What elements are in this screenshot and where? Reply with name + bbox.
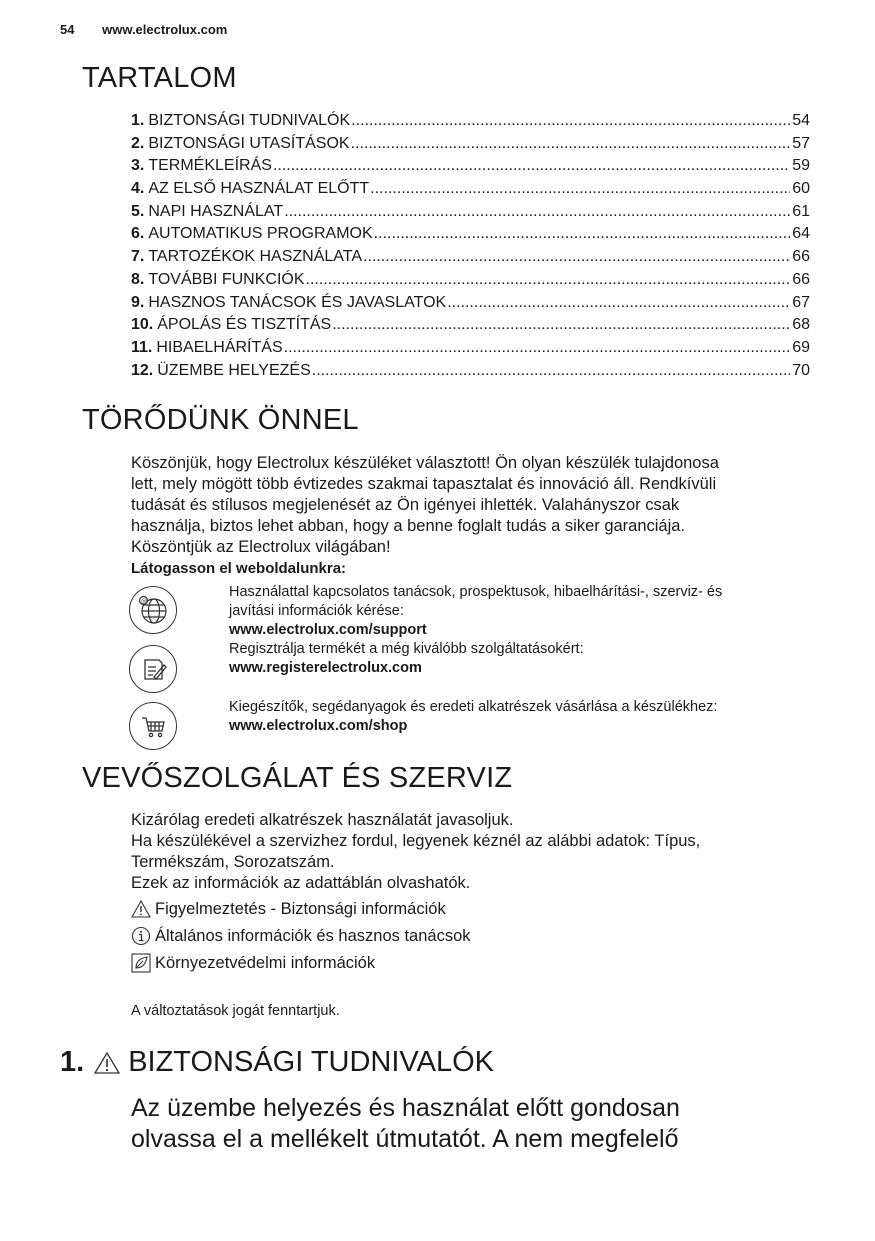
rights-note: A változtatások jogát fenntartjuk.	[131, 1003, 340, 1019]
care-paragraph: Köszönjük, hogy Electrolux készüléket választott! Ön olyan készülék tulajdonosa lett, mely mögött több évtizedes szakmai tapasztalat és innováció áll. Rendkívüli tudását és stílusos megjelenését az Ön igényei ihlették. Valahányszor csak használja, biztos lehet abban, hogy a benne foglalt tudás a siker garanciája. Köszöntjük az Electrolux világában! Látogasson el weboldalunkra:	[131, 453, 821, 579]
shop-link[interactable]: www.electrolux.com/shop	[229, 718, 408, 734]
toc-item[interactable]: 4. AZ ELSŐ HASZNÁLAT ELŐTT ..... 60	[131, 178, 810, 201]
registration-form-icon	[129, 645, 177, 693]
register-link[interactable]: www.registerelectrolux.com	[229, 660, 422, 676]
warning-icon	[94, 1051, 120, 1075]
visit-label: Látogasson el weboldalunkra:	[131, 560, 347, 577]
toc-item[interactable]: 1. BIZTONSÁGI TUDNIVALÓK ..... 54	[131, 110, 810, 133]
care-title: TÖRŐDÜNK ÖNNEL	[82, 404, 359, 436]
page-header	[60, 22, 227, 37]
warning-icon	[131, 899, 151, 919]
section-1-intro: Az üzembe helyezés és használat előtt gondosan olvassa el a mellékelt útmutatót. A nem megfelelő	[131, 1094, 680, 1153]
section-number: 1.	[60, 1046, 85, 1078]
legend-environment: Környezetvédelmi információk	[131, 953, 375, 973]
section-1-heading	[60, 1046, 494, 1079]
toc-item[interactable]: 7. TARTOZÉKOK HASZNÁLATA ..... 66	[131, 246, 810, 269]
service-paragraph: Kizárólag eredeti alkatrészek használatát javasoljuk. Ha készülékével a szervizhez fordul, legyenek kéznél az alábbi adatok: Típus, Termékszám, Sorozatszám. Ezek az információk az adattáblán olvashatók.	[131, 811, 701, 892]
section-title: BIZTONSÁGI TUDNIVALÓK	[128, 1046, 494, 1078]
toc-item[interactable]: 9. HASZNOS TANÁCSOK ÉS JAVASLATOK ..... 67	[131, 292, 810, 315]
leaf-icon	[131, 953, 151, 973]
register-text: Regisztrálja termékét a még kiválóbb szolgáltatásokért:	[229, 641, 584, 657]
support-text: Használattal kapcsolatos tanácsok, prospektusok, hibaelhárítási-, szerviz- és javítási információk kérése: www.electrolux.com/support Regisztrálja termékét a még kiválóbb szolgáltatásokért: www.registerelectrolux.com	[229, 583, 809, 678]
toc-item[interactable]: 6. AUTOMATIKUS PROGRAMOK ..... 64	[131, 223, 810, 246]
page-number: 54	[60, 22, 75, 37]
table-of-contents	[131, 110, 810, 382]
shop-text: Kiegészítők, segédanyagok és eredeti alkatrészek vásárlása a készülékhez: www.electrolux.com/shop	[229, 698, 809, 736]
shopping-cart-icon	[129, 702, 177, 750]
support-link[interactable]: www.electrolux.com/support	[229, 622, 427, 638]
service-title: VEVŐSZOLGÁLAT ÉS SZERVIZ	[82, 762, 513, 794]
svg-text:@: @	[141, 598, 147, 605]
toc-item[interactable]: 8. TOVÁBBI FUNKCIÓK ..... 66	[131, 269, 810, 292]
globe-icon	[129, 586, 177, 634]
toc-item[interactable]: 12. ÜZEMBE HELYEZÉS ..... 70	[131, 360, 810, 383]
toc-title: TARTALOM	[82, 62, 237, 94]
info-icon	[131, 926, 151, 946]
toc-item[interactable]: 10. ÁPOLÁS ÉS TISZTÍTÁS ..... 68	[131, 314, 810, 337]
toc-item[interactable]: 3. TERMÉKLEÍRÁS ..... 59	[131, 155, 810, 178]
toc-item[interactable]: 2. BIZTONSÁGI UTASÍTÁSOK ..... 57	[131, 133, 810, 156]
toc-item[interactable]: 11. HIBAELHÁRÍTÁS ..... 69	[131, 337, 810, 360]
website-url[interactable]: www.electrolux.com	[102, 22, 228, 37]
legend-warning: Figyelmeztetés - Biztonsági információk	[131, 899, 446, 919]
legend-info: Általános információk és hasznos tanácsok	[131, 926, 471, 946]
toc-item[interactable]: 5. NAPI HASZNÁLAT ..... 61	[131, 201, 810, 224]
